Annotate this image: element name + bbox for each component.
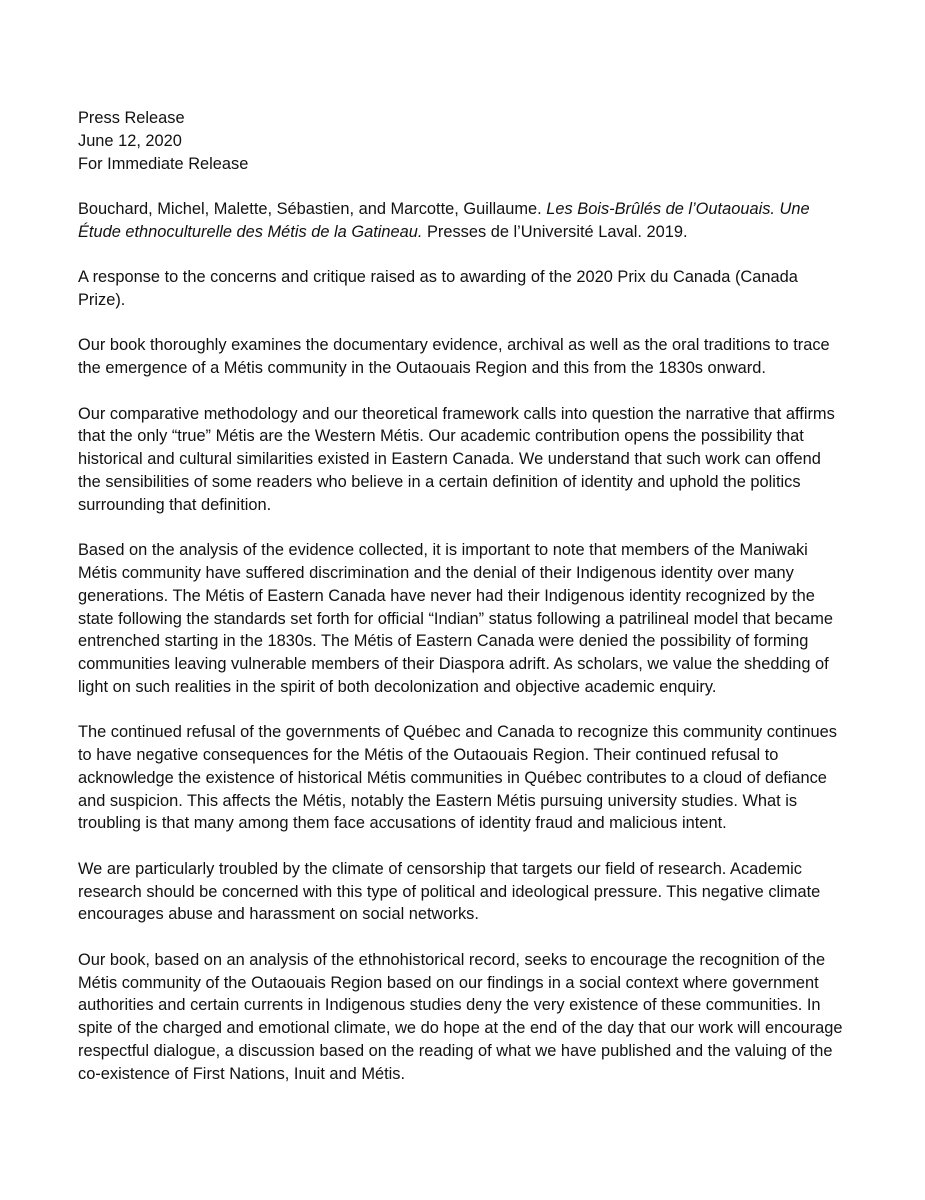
release-type: Press Release	[78, 109, 185, 127]
paragraph-methodology: Our comparative methodology and our theoretical framework calls into question the narrative that affirms that the only “true” Métis are the Western Métis. Our academic contribution opens the possibility that historical and cultural similarities existed in Eastern Canada. We understand that such work can offend the sensibilities of some readers who believe in a certain definition of identity and uphold the politics surrounding that definition.	[78, 404, 835, 514]
release-status: For Immediate Release	[78, 154, 249, 173]
citation-publisher: Presses de l’Université Laval. 2019.	[422, 222, 688, 241]
paragraph-censorship: We are particularly troubled by the climate of censorship that targets our field of research. Academic research should be concerned with this type of political and ideological pressure. This negative climate encourages abuse and harassment on social networks.	[78, 859, 821, 924]
release-header	[78, 107, 848, 175]
paragraph-intro: A response to the concerns and critique raised as to awarding of the 2020 Prix du Canada (Canada Prize).	[78, 268, 798, 309]
citation-title: Les Bois-Brûlés de l’Outaouais. Une Étude ethnoculturelle des Métis de la Gatineau.	[78, 199, 810, 241]
paragraph-evidence: Based on the analysis of the evidence collected, it is important to note that members of the Maniwaki Métis community have suffered discrimination and the denial of their Indigenous identity over many generations. The Métis of Eastern Canada have never had their Indigenous identity recognized by the state following the standards set forth for official “Indian” status following a patrilineal model that became entrenched starting in the 1830s. The Métis of Eastern Canada were denied the possibility of forming communities leaving vulnerable members of their Diaspora adrift. As scholars, we value the shedding of light on such realities in the spirit of both decolonization and objective academic enquiry.	[78, 541, 833, 696]
press-release-document	[78, 107, 848, 1108]
paragraph-conclusion: Our book, based on an analysis of the ethnohistorical record, seeks to encourage the recognition of the Métis community of the Outaouais Region based on our findings in a social context where government authorities and certain currents in Indigenous studies deny the very existence of these communities. In spite of the charged and emotional climate, we do hope at the end of the day that our work will encourage respectful dialogue, a discussion based on the reading of what we have published and the valuing of the co-existence of First Nations, Inuit and Métis.	[78, 950, 843, 1083]
paragraph-book-overview: Our book thoroughly examines the documentary evidence, archival as well as the oral traditions to trace the emergence of a Métis community in the Outaouais Region and this from the 1830s onward.	[78, 336, 830, 378]
paragraph-refusal: The continued refusal of the governments of Québec and Canada to recognize this community continues to have negative consequences for the Métis of the Outaouais Region. Their continued refusal to acknowledge the existence of historical Métis communities in Québec contributes to a cloud of defiance and suspicion. This affects the Métis, notably the Eastern Métis pursuing university studies. What is troubling is that many among them face accusations of identity fraud and malicious intent.	[78, 723, 837, 833]
citation-authors: Bouchard, Michel, Malette, Sébastien, and Marcotte, Guillaume.	[78, 199, 547, 218]
book-citation	[78, 198, 848, 244]
release-date: June 12, 2020	[78, 131, 182, 150]
